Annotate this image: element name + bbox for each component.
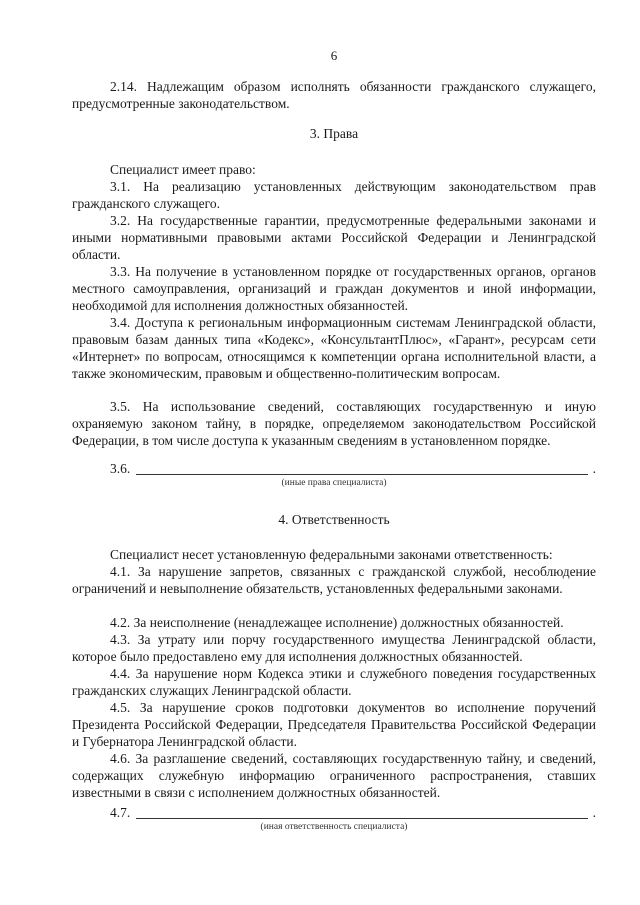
item-3-4: 3.4. Доступа к региональным информационным системам Ленинградской области, правовым базам данных типа «Кодекс», «КонсультантПлюс», «Гарант», ресурсам сети «Интернет» по вопросам, относящимся к компетенции органа исполнительной власти, а также экономическим, правовым и общественно-политическим вопросам. [72, 315, 596, 381]
item-4-4: 4.4. За нарушение норм Кодекса этики и служебного поведения государственных гражданских служащих Ленинградской области. [72, 666, 596, 698]
item-3-1: 3.1. На реализацию установленных действующим законодательством прав гражданского служащего. [72, 179, 596, 211]
fill-line [136, 818, 588, 819]
paragraph-2-14: 2.14. Надлежащим образом исполнять обязанности гражданского служащего, предусмотренные законодательством. [72, 79, 596, 111]
item-4-3: 4.3. За утрату или порчу государственного имущества Ленинградской области, которое было предоставлено ему для исполнения должностных обязанностей. [72, 632, 596, 664]
item-4-6: 4.6. За разглашение сведений, составляющих государственную тайну, и сведений, содержащих служебную информацию ограниченного распространения, ставших известными в связи с исполнением должностных обязанностей. [72, 751, 596, 800]
item-3-6-caption: (иные права специалиста) [281, 478, 387, 488]
item-3-2: 3.2. На государственные гарантии, предусмотренные федеральными законами и иными нормативными правовыми актами Российской Федерации и Ленинградской области. [72, 213, 596, 262]
item-4-7-number: 4.7. [110, 805, 131, 820]
item-3-6-number: 3.6. [110, 461, 131, 476]
item-3-3: 3.3. На получение в установленном порядке от государственных органов, органов местного самоуправления, организаций и граждан документов и иной информации, необходимой для исполнения должностных обязанностей. [72, 264, 596, 313]
item-4-1: 4.1. За нарушение запретов, связанных с гражданской службой, несоблюдение ограничений и невыполнение обязательств, установленных федеральными законами. [72, 564, 596, 596]
section-3-intro: Специалист имеет право: [110, 162, 256, 177]
section-4-heading: 4. Ответственность [278, 512, 390, 527]
item-4-5: 4.5. За нарушение сроков подготовки документов во исполнение поручений Президента Российской Федерации, Председателя Правительства Российской Федерации и Губернатора Ленинградской области. [72, 700, 596, 749]
page-number: 6 [330, 48, 338, 63]
fill-end-period: . [592, 461, 596, 476]
fill-end-period: . [592, 805, 596, 820]
item-3-5: 3.5. На использование сведений, составляющих государственную и иную охраняемую законом тайну, в порядке, определяемом законодательством Российской Федерации, в том числе доступа к указанным сведениям в установленном порядке. [72, 399, 596, 448]
fill-line [136, 474, 588, 475]
item-4-2: 4.2. За неисполнение (ненадлежащее исполнение) должностных обязанностей. [110, 615, 564, 630]
section-3-heading: 3. Права [309, 126, 359, 141]
section-4-intro: Специалист несет установленную федеральными законами ответственность: [110, 547, 553, 562]
item-4-7-caption: (иная ответственность специалиста) [260, 822, 408, 832]
